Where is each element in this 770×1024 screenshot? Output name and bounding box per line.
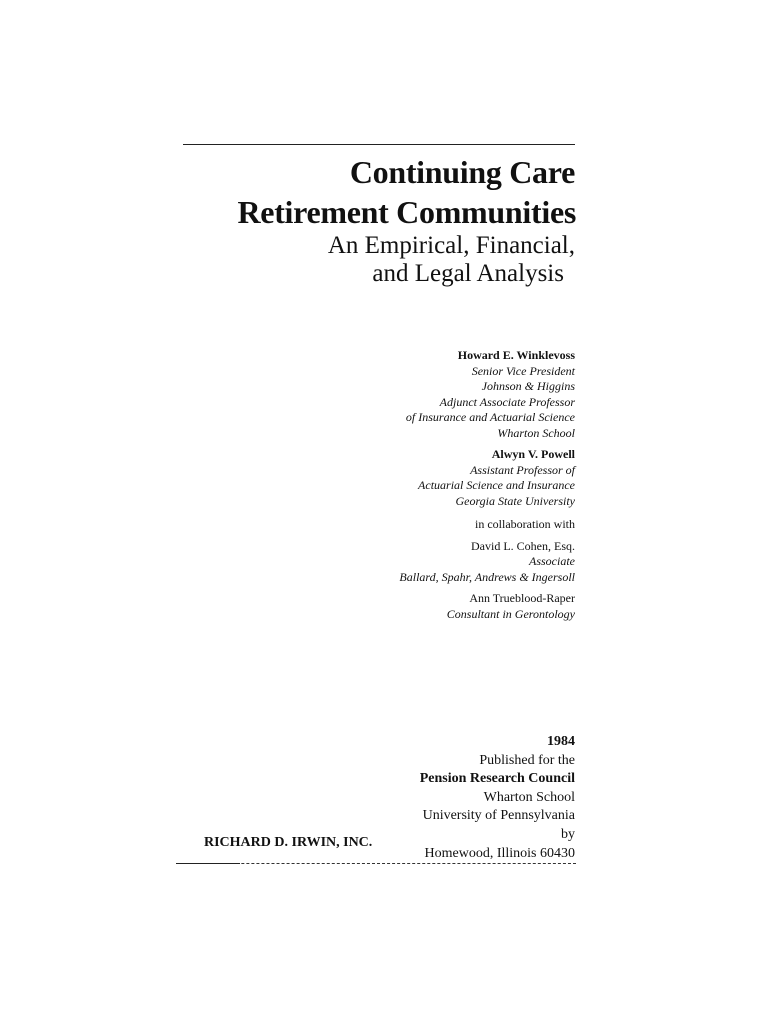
school-name: Wharton School (483, 789, 575, 805)
collaborator-name: David L. Cohen, Esq. (471, 538, 575, 553)
author-affiliation: Georgia State University (455, 493, 575, 508)
author-affiliation: of Insurance and Actuarial Science (405, 410, 575, 424)
publisher-name: RICHARD D. IRWIN, INC. (204, 835, 373, 850)
publication-block (420, 733, 575, 863)
university-name: University of Pennsylvania (422, 808, 575, 824)
title-block (237, 152, 575, 288)
council-name: Pension Research Council (419, 771, 575, 787)
published-for-line: Published for the (479, 752, 575, 768)
author-name: Alwyn V. Powell (491, 447, 575, 461)
author-affiliation: Adjunct Associate Professor (439, 394, 575, 409)
author-affiliation: Assistant Professor of (470, 462, 575, 477)
collaboration-intro: in collaboration with (475, 517, 575, 531)
collaborator-affiliation: Ballard, Spahr, Andrews & Ingersoll (399, 569, 575, 584)
collaborator-affiliation: Consultant in Gerontology (446, 606, 575, 621)
by-line: by (561, 826, 575, 842)
author-affiliation: Senior Vice President (471, 363, 575, 378)
subtitle-line-1: An Empirical, Financial, (327, 232, 575, 259)
bottom-rule-segment (176, 863, 240, 864)
title-line-1: Continuing Care (349, 154, 575, 190)
title-line-2: Retirement Communities (237, 194, 576, 230)
contributors-block (399, 348, 575, 622)
subtitle-line-2: and Legal Analysis (372, 260, 564, 287)
author-name: Howard E. Winklevoss (457, 348, 575, 362)
collaborator-affiliation: Associate (529, 554, 575, 568)
publisher-location: Homewood, Illinois 60430 (424, 845, 575, 861)
author-affiliation: Actuarial Science and Insurance (418, 478, 575, 492)
author-affiliation: Wharton School (497, 425, 575, 440)
author-affiliation: Johnson & Higgins (481, 379, 575, 393)
publication-year: 1984 (547, 734, 575, 749)
top-rule (183, 144, 575, 145)
collaborator-name: Ann Trueblood-Raper (469, 591, 575, 605)
